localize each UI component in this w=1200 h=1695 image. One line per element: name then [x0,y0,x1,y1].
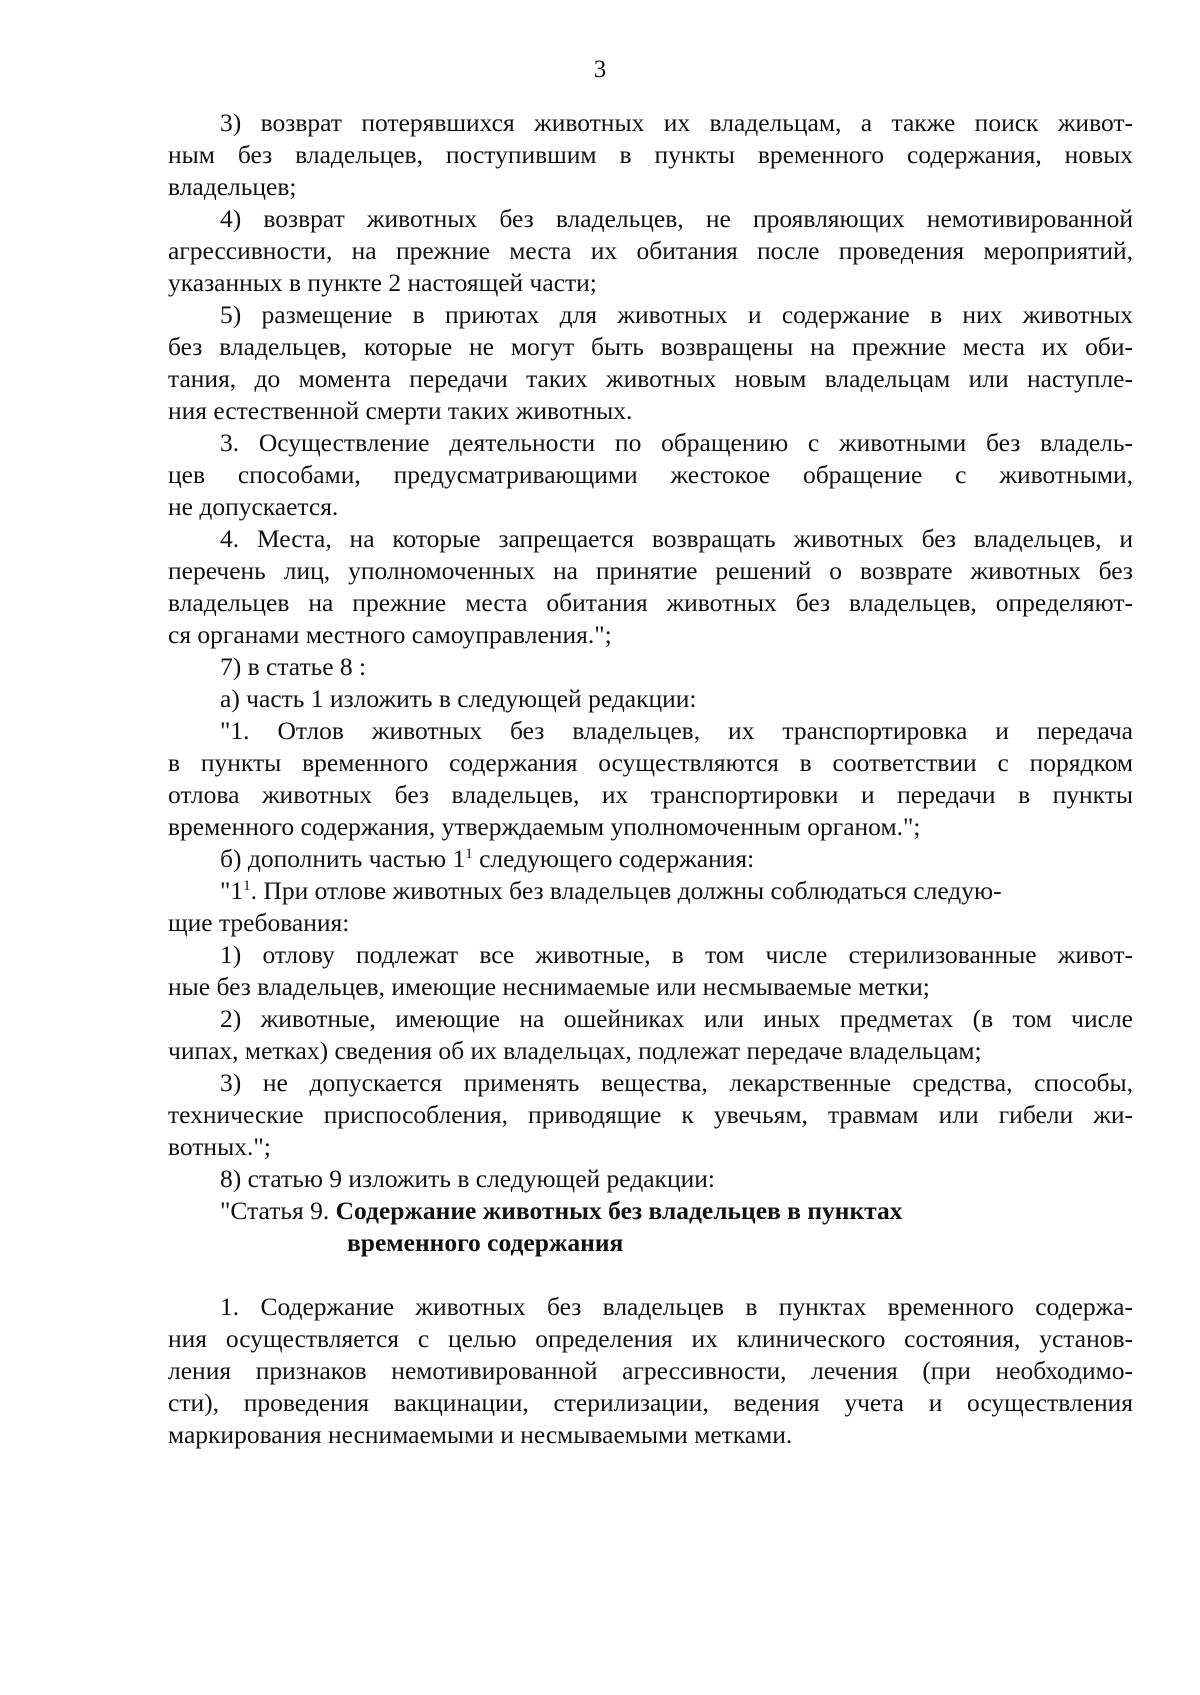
text-line: а) часть 1 изложить в следующей редакции: [220,684,697,713]
text-line: 5) размещение в приютах для животных и содержание в них животных [220,300,1133,329]
text-line: маркирования неснимаемыми и несмываемыми метками. [168,1420,793,1449]
text-line: 4) возврат животных без владельцев, не проявляющих немотивированной [220,204,1133,233]
article-label: "Статья 9. [220,1196,336,1225]
article-title-continued: временного содержания [347,1228,624,1257]
text-line: щие требования: [168,908,350,937]
text-line: ления признаков немотивированной агрессивности, лечения (при необходимо- [168,1356,1133,1385]
text-line: 3) возврат потерявшихся животных их владельцам, а также поиск живот- [220,108,1133,137]
text-line: агрессивности, на прежние места их обитания после проведения мероприятий, [168,236,1133,265]
article-title: Содержание животных без владельцев в пунктах [335,1196,903,1225]
superscript: 1 [465,846,473,862]
text-line: 8) статью 9 изложить в следующей редакции: [220,1164,715,1193]
text-line: ные без владельцев, имеющие неснимаемые или несмываемые метки; [168,972,930,1001]
text-line: 4. Места, на которые запрещается возвращать животных без владельцев, и [220,524,1133,553]
text-line: указанных в пункте 2 настоящей части; [168,268,597,297]
text-line: отлова животных без владельцев, их транспортировки и передачи в пункты [168,780,1133,809]
text-line: без владельцев, которые не могут быть возвращены на прежние места их оби- [168,332,1133,361]
text-segment: следующего содержания: [472,844,755,873]
text-line: 7) в статье 8 : [220,652,367,681]
text-line: временного содержания, утверждаемым уполномоченным органом."; [168,812,921,841]
text-line: технические приспособления, приводящие к увечьям, травмам или гибели жи- [168,1100,1133,1129]
text-line [220,843,1133,875]
text-line: 3. Осуществление деятельности по обращению с животными без владель- [220,428,1133,457]
text-segment: б) дополнить частью 1 [220,844,466,873]
text-line: вотных."; [168,1132,271,1161]
text-line: чипах, метках) сведения об их владельцах, подлежат передаче владельцам; [168,1036,982,1065]
text-line: ным без владельцев, поступившим в пункты временного содержания, новых [168,140,1133,169]
text-line: 3) не допускается применять вещества, лекарственные средства, способы, [220,1068,1133,1097]
text-line: 2) животные, имеющие на ошейниках или иных предметах (в том числе [220,1004,1133,1033]
text-line: цев способами, предусматривающими жестокое обращение с животными, [168,460,1133,489]
text-line: в пункты временного содержания осуществляются в соответствии с порядком [168,748,1133,777]
text-line: владельцев на прежние места обитания животных без владельцев, определяют- [168,588,1133,617]
text-line: не допускается. [168,492,339,521]
text-segment: . При отлове животных без владельцев должны соблюдаться следую- [250,876,1002,905]
page-number: 3 [593,56,607,83]
text-line: 1. Содержание животных без владельцев в пунктах временного содержа- [220,1292,1133,1321]
text-segment: "1 [220,876,244,905]
text-line [220,875,1133,907]
text-line: перечень лиц, уполномоченных на принятие решений о возврате животных без [168,556,1133,585]
text-line: "1. Отлов животных без владельцев, их транспортировка и передача [220,716,1133,745]
text-line: тания, до момента передачи таких животных новым владельцам или наступле- [168,364,1133,393]
superscript: 1 [243,878,251,894]
text-line: ния естественной смерти таких животных. [168,396,633,425]
text-line: 1) отлову подлежат все животные, в том числе стерилизованные живот- [220,940,1133,969]
text-line: ся органами местного самоуправления."; [168,620,612,649]
text-line: ния осуществляется с целью определения их клинического состояния, установ- [168,1324,1133,1353]
article-heading [220,1195,1133,1227]
text-line: владельцев; [168,172,297,201]
text-line: сти), проведения вакцинации, стерилизации, ведения учета и осуществления [168,1388,1133,1417]
